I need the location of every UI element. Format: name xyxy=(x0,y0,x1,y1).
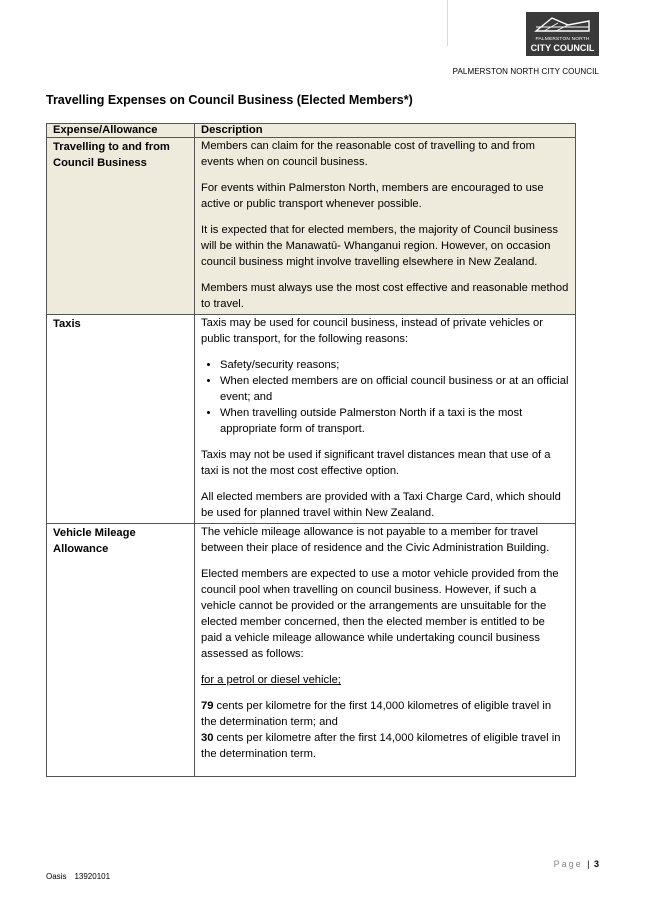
document-reference xyxy=(46,872,110,881)
column-header-expense: Expense/Allowance xyxy=(47,124,195,138)
table-row-mileage xyxy=(47,524,576,777)
taxis-para-1: Taxis may be used for council business, instead of private vehicles or public transport, for the following reasons: xyxy=(201,317,544,345)
list-item: • When travelling outside Palmerston North if a taxi is the most appropriate form of transport. xyxy=(220,405,569,437)
page-title: Travelling Expenses on Council Business (Elected Members*) xyxy=(46,93,413,107)
row-label-taxis: Taxis xyxy=(47,315,195,524)
taxis-para-3: All elected members are provided with a Taxi Charge Card, which should be used for planned travel within New Zealand. xyxy=(201,491,561,519)
travelling-para-4: Members must always use the most cost effective and reasonable method to travel. xyxy=(201,282,569,310)
logo-line-2: CITY COUNCIL xyxy=(530,43,595,53)
header-divider xyxy=(447,0,448,46)
table-row-travelling xyxy=(47,138,576,315)
mileage-para-1: The vehicle mileage allowance is not payable to a member for travel between their place of residence and the Civic Administration Building. xyxy=(201,526,550,554)
row-label-travelling: Travelling to and from Council Business xyxy=(47,138,195,315)
council-name: PALMERSTON NORTH CITY COUNCIL xyxy=(452,67,599,76)
logo-line-1: PALMERSTON NORTH xyxy=(535,37,590,42)
travelling-para-2: For events within Palmerston North, members are encouraged to use active or public transport whenever possible. xyxy=(201,182,544,210)
mileage-para-3: for a petrol or diesel vehicle; xyxy=(201,674,341,686)
mileage-rates xyxy=(201,698,569,762)
page-separator: | xyxy=(587,859,590,869)
rate-2-value: 30 xyxy=(201,732,214,744)
table-header-row xyxy=(47,124,576,138)
row-description-taxis xyxy=(195,315,576,524)
list-item: • When elected members are on official council business or at an official event; and xyxy=(220,373,569,405)
row-description-mileage xyxy=(195,524,576,777)
travelling-para-3: It is expected that for elected members, the majority of Council business will be within the Manawatū- Whanganui region. However, on occasion council business might involve travelling elsewhere in New Zealand. xyxy=(201,224,558,268)
doc-system: Oasis xyxy=(46,872,67,881)
taxis-reasons-list xyxy=(201,357,569,437)
council-logo xyxy=(526,12,599,56)
logo-emblem-icon xyxy=(534,15,591,35)
page-number: 3 xyxy=(593,859,599,869)
page-number-label xyxy=(554,859,599,869)
mileage-para-2: Elected members are expected to use a motor vehicle provided from the council pool when travelling on council business. However, if such a vehicle cannot be provided or the arrangements are unsuitable for the elected member concerned, then the elected member is entitled to be paid a vehicle mileage allowance while undertaking council business assessed as follows: xyxy=(201,568,559,660)
row-description-travelling xyxy=(195,138,576,315)
column-header-description: Description xyxy=(195,124,576,138)
rate-2-text: cents per kilometre after the first 14,000 kilometres of eligible travel in the determination term. xyxy=(201,732,561,760)
rate-1-value: 79 xyxy=(201,700,214,712)
travelling-para-1: Members can claim for the reasonable cost of travelling to and from events when on council business. xyxy=(201,140,535,168)
rate-1-text: cents per kilometre for the first 14,000 kilometres of eligible travel in the determination term; and xyxy=(201,700,552,728)
row-label-mileage: Vehicle Mileage Allowance xyxy=(47,524,195,777)
doc-number: 13920101 xyxy=(74,872,111,881)
list-item: • Safety/security reasons; xyxy=(220,357,569,373)
page-word: Page xyxy=(553,859,583,869)
expenses-table xyxy=(46,123,576,777)
table-row-taxis xyxy=(47,315,576,524)
taxis-para-2: Taxis may not be used if significant travel distances mean that use of a taxi is not the most cost effective option. xyxy=(201,449,551,477)
